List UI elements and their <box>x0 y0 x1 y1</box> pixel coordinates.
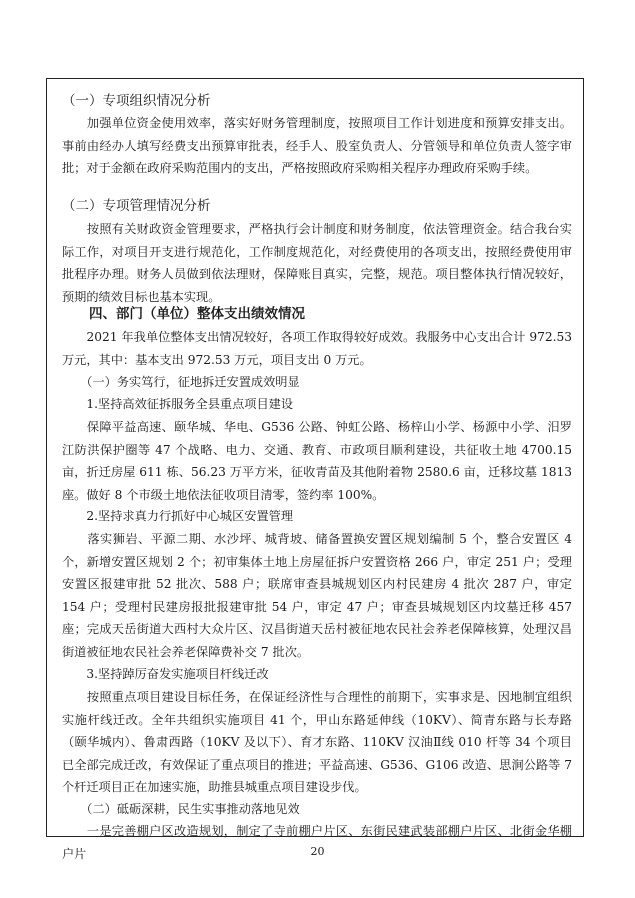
paragraph-management: 按照有关财政资金管理要求，严格执行会计制度和财务制度，依法管理资金。结合我台实际工作，对项目开支进行规范化，工作制度规范化，对经费使用的各项支出，按照经费使用审批程序办理。财务人员做到依法理财，保障账目真实，完整，规范。项目整体执行情况较好，预期的绩效目标也基本实现。 <box>62 222 572 304</box>
paragraph-item-1: 保障平益高速、颐华城、华电、G536 公路、钟虹公路、杨梓山小学、杨源中小学、汨罗江防洪保护圈等 47 个战略、电力、交通、教育、市政项目顺利建设，共征收土地 4700.15 亩，折迁房屋 611 栋、56.23 万平方米，征收青苗及其他附着物 2580.6 亩，迁移坟墓 1813 座。做好 8 个市级土地依法征收项目清零，签约率 100%。 <box>62 420 572 502</box>
item-heading-1: 1.坚持高效征拆服务全县重点项目建设 <box>62 397 294 411</box>
paragraph-item-3: 按照重点项目建设目标任务，在保证经济性与合理性的前期下，实事求是、因地制宜组织实施杆线迁改。全年共组织实施项目 41 个，甲山东路延伸线（10KV）、简青东路与长寿路（颐华城内）、鲁肃西路（10KV 及以下）、育才东路、110KV 汉油Ⅱ线 010 杆等 34 个项目已全部完成迁改，有效保证了重点项目的推进；平益高速、G536、G106 改造、思涧公路等 7 个杆迁项目正在加速实施，助推县城重点项目建设步伐。 <box>62 690 572 794</box>
item-heading-3: 3.坚持踔厉奋发实施项目杆线迁改 <box>62 667 269 681</box>
heading-section-four: 四、部门（单位）整体支出绩效情况 <box>62 306 305 322</box>
paragraph-organization: 加强单位资金使用效率，落实好财务管理制度，按照项目工作计划进度和预算安排支出。事前由经办人填写经费支出预算审批表，经手人、股室负责人、分管领导和单位负责人签字审批；对于金额在政府采购范围内的支出，严格按照政府采购相关程序办理政府采购手续。 <box>62 116 572 175</box>
subheading-demolition: （一）务实笃行，征地拆迁安置成效明显 <box>62 375 300 389</box>
heading-organization: （一）专项组织情况分析 <box>62 93 211 109</box>
page-number: 20 <box>310 845 325 858</box>
item-heading-2: 2.坚持求真力行抓好中心城区安置管理 <box>62 509 294 523</box>
heading-management: （二）专项管理情况分析 <box>62 198 211 214</box>
paragraph-item-2: 落实狮岩、平源二期、水沙坪、城背坡、储备置换安置区规划编制 5 个，整合安置区 4 个，新增安置区规划 2 个；初审集体土地上房屋征拆户安置资格 266 户，审定 251 户；受理安置区报建审批 52 批次、588 户；联席审查县城规划区内村民建房 4 批次 287 户，审定 154 户；受理村民建房报批报建审批 54 户，审定 47 户；审查县城规划区内坟墓迁移 457 座；完成天岳街道大西村大众片区、汉昌街道天岳村被征地农民社会养老保障核算，处理汉昌街道被征地农民社会养老保障费补交 7 批次。 <box>62 532 572 659</box>
subheading-livelihood: （二）砥砺深耕，民生实事推动落地见效 <box>62 802 300 816</box>
paragraph-livelihood: 一是完善棚户区改造规划，制定了寺前棚户片区、东街民建武装部棚户片区、北街金华棚户片 <box>62 824 572 861</box>
paragraph-overall: 2021 年我单位整体支出情况较好，各项工作取得较好成效。我服务中心支出合计 972.53 万元，其中：基本支出 972.53 万元，项目支出 0 万元。 <box>62 330 572 367</box>
